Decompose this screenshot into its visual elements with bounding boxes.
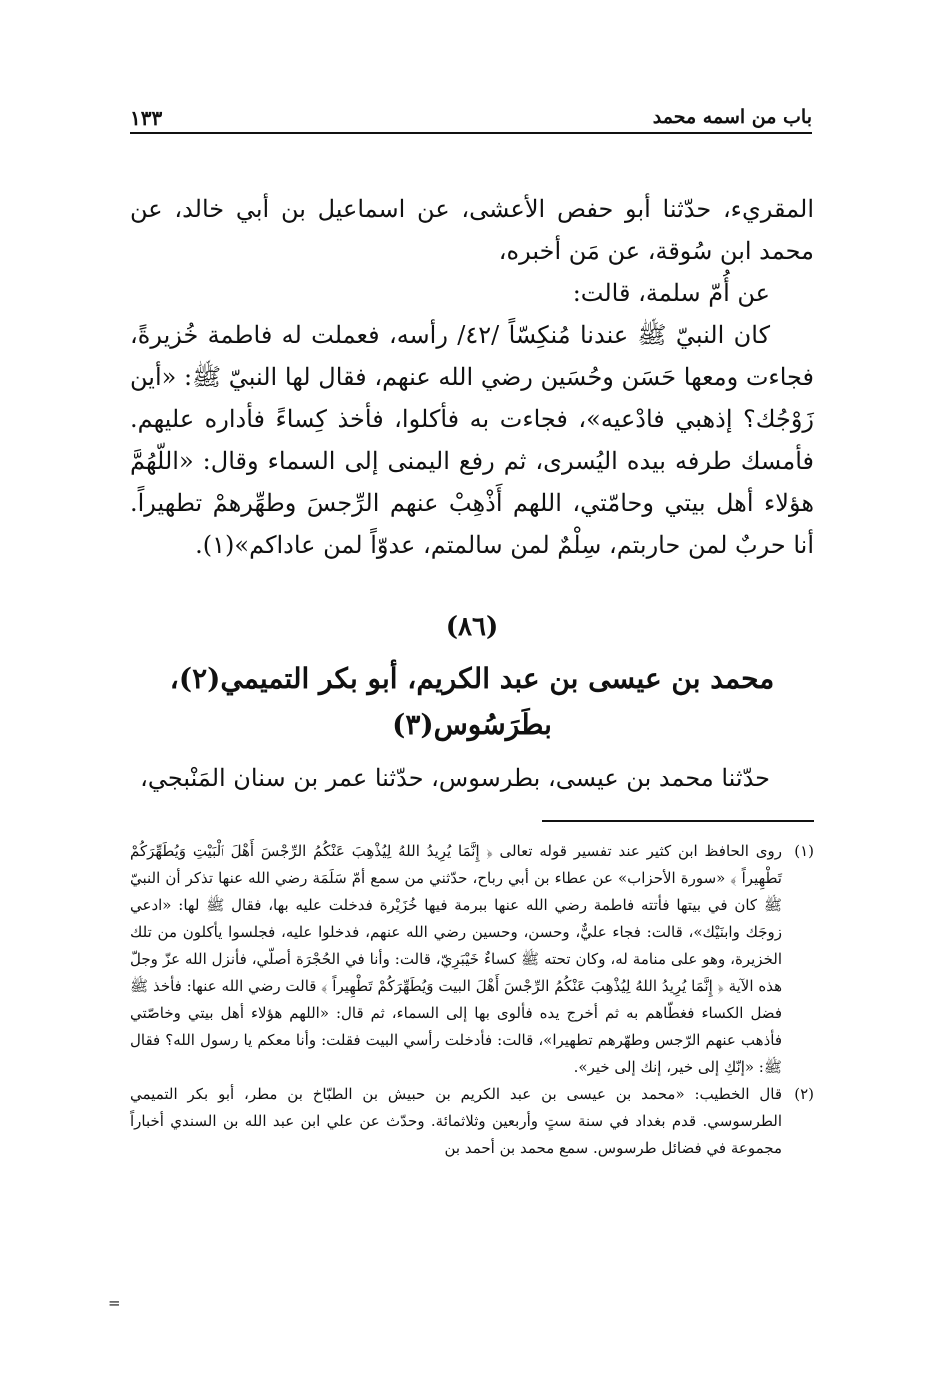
paragraph-hadith: كان النبيّ ﷺ عندنا مُنكِسّاً /٤٢/ رأسه، فعملت له فاطمة خُزيرةً، فجاءت ومعها حَسَن وحُسَين رضي الله عنهم، فقال لها النبيّ ﷺ: «أين زَوْجُك؟ إذهبي فادْعيه»، فجاءت به فأكلوا، فأخذ كِساءً فأداره عليهم. فأمسك طرفه بيده اليُسرى، ثم رفع اليمنى إلى السماء وقال: «اللّهُمَّ هؤلاء أهل بيتي وحامّتي، اللهم أَذْهِبْ عنهم الرِّجسَ وطهِّرهمْ تطهيراً. أنا حربٌ لمن حاربتم، سِلْمٌ لمن سالمتم، عدوّاً لمن عاداكم»(١). — [130, 321, 814, 559]
entry-text: حدّثنا محمد بن عيسى، بطرسوس، حدّثنا عمر بن سنان المَنْبجي، — [140, 764, 770, 792]
header-rule — [130, 132, 812, 134]
page-number: ١٣٣ — [130, 106, 163, 130]
continuation-mark: = — [108, 1294, 121, 1312]
running-title: باب من اسمه محمد — [652, 106, 812, 128]
entry-heading: محمد بن عيسى بن عبد الكريم، أبو بكر التميمي(٢)، بطَرَسُوس(٣) — [169, 662, 775, 741]
footnote-2 — [130, 1081, 814, 1162]
main-text — [130, 188, 814, 566]
page-header — [130, 92, 812, 134]
footnote-1 — [130, 838, 814, 1081]
paragraph-chain: المقريء، حدّثنا أبو حفص الأعشى، عن اسماعيل بن أبي خالد، عن محمد ابن سُوقة، عن مَن أخبره، — [130, 195, 814, 265]
footnote-separator — [542, 820, 814, 822]
footnote-2-marker: (٢) — [794, 1085, 814, 1103]
footnotes — [130, 838, 814, 1162]
footnote-1-text: روى الحافظ ابن كثير عند تفسير قوله تعالى ﴿ إِنَّمَا يُرِيدُ اللهُ لِيُذْهِبَ عَنْكُمُ الرِّجْسَ أَهْلَ ٱلْبَيْتِ وَيُطَهِّرَكُمْ تَطْهِيراً ﴾ «سورة الأحزاب» عن عطاء بن أبي رباح، حدّثني من سمع أمّ سَلَمَة رضي الله عنها تذكر أن النبيّ ﷺ كان في بيتها فأتته فاطمة رضي الله عنها ببرمة فيها خُزَيْرة فدخلت عليه بها، فقال ﷺ لها: «ادعي زوجَك وابنَيْك»، قالت: فجاء عليٌّ، وحسن، وحسين رضي الله عنهم، فدخلوا عليه، فجلسوا يأكلون من تلك الخزيرة، وهو على منامة له، وكان تحته ﷺ كساءٌ خَيْبَرِيّ، قالت: وأنا في الحُجْرَة أصلّي، فأنزل الله عزّ وجلّ هذه الآية ﴿ إِنَّمَا يُرِيدُ اللهُ لِيُذْهِبَ عَنْكُمُ الرِّجْسَ أَهْلَ البيت وَيُطَهِّرَكُمْ تَطْهِيراً ﴾ قالت رضي الله عنها: فأخذ ﷺ فضل الكساء فغطّاهم به ثم أخرج يده فألوى بها إلى السماء، ثم قال: «اللهم هؤلاء أهل بيتي وخاصّتي فأذهب عنهم الرّجس وطهّرهم تطهيرا»، قالت: فأدخلت رأسي البيت فقلت: وأنا معكم يا رسول الله؟ فقال ﷺ: «إنّكِ إلى خير، إنك إلى خير». — [130, 842, 782, 1076]
footnote-1-marker: (١) — [794, 842, 814, 860]
entry-number: (٨٦) — [445, 612, 499, 642]
paragraph-narrator: عن أُمّ سلمة، قالت: — [572, 279, 770, 307]
footnote-2-text: قال الخطيب: «محمد بن عيسى بن عبد الكريم بن حبيش بن الطبّاخ بن مطر، أبو بكر التميمي الطرسوسي. قدم بغداد في سنة ستٍ وأربعين وثلاثمائة. وحدّث عن علي ابن عبد الله بن السندي أخباراً مجموعة في فضائل طرسوس. سمع محمد بن أحمد بن — [130, 1085, 782, 1157]
